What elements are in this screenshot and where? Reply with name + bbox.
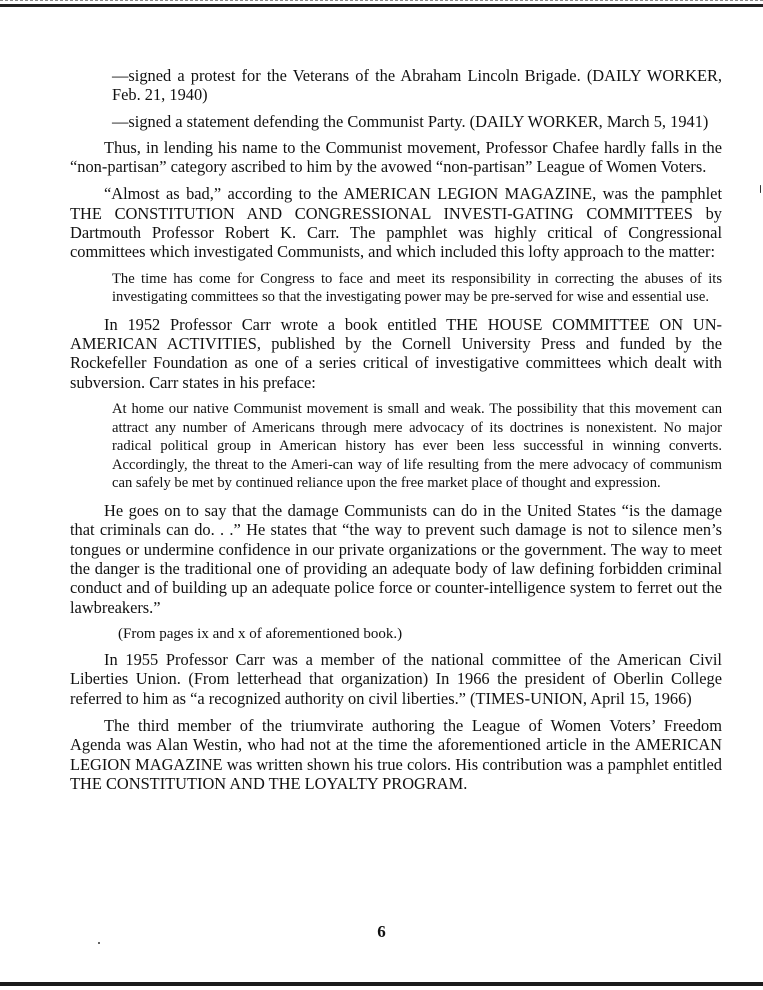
paragraph-carr-book: In 1952 Professor Carr wrote a book entitled THE HOUSE COMMITTEE ON UN-AMERICAN ACTIVITIES, published by the Cornell University Press and funded by the Rockefeller Foundation as one of a series critical of investigative committees which dealt with subversion. Carr states in his preface: xyxy=(70,314,722,392)
list-item-protest: —signed a protest for the Veterans of the Abraham Lincoln Brigade. (DAILY WORKER, Feb. 21, 1940) xyxy=(112,66,722,105)
paragraph-damage: He goes on to say that the damage Communists can do in the United States “is the damage that criminals can do. . .” He states that “the way to prevent such damage is not to silence men’s tongues or undermine confidence in our private organizations or the government. The way to meet the danger is the traditional one of providing an adequate body of law defining forbidden criminal conduct and of building up an adequate police force or counter-intelligence system to ferret out the lawbreakers.” xyxy=(70,501,722,617)
source-note: (From pages ix and x of aforementioned book.) xyxy=(118,625,403,642)
top-rule xyxy=(0,4,763,7)
page-number: 6 xyxy=(377,922,386,941)
block-quote-congress: The time has come for Congress to face and meet its responsibility in correcting the abuses of its investigating committees so that the investigating power may be pre-served for wise and essential use. xyxy=(112,270,722,306)
page-body xyxy=(70,66,722,793)
paragraph-aclu: In 1955 Professor Carr was a member of the national committee of the American Civil Liberties Union. (From letterhead that organization) In 1966 the president of Oberlin College referred to him as “a recognized authority on civil liberties.” (TIMES-UNION, April 15, 1966) xyxy=(70,650,722,708)
top-edge-line xyxy=(0,0,763,2)
scan-speck xyxy=(98,942,100,944)
paragraph-carr-pamphlet: “Almost as bad,” according to the AMERICAN LEGION MAGAZINE, was the pamphlet THE CONSTITUTION AND CONGRESSIONAL INVESTI-GATING COMMITTEES by Dartmouth Professor Robert K. Carr. The pamphlet was highly critical of Congressional committees which investigated Communists, and which included this lofty approach to the matter: xyxy=(70,184,722,262)
block-quote-preface: At home our native Communist movement is small and weak. The possibility that this movement can attract any number of Americans through mere advocacy of its doctrines is nonexistent. No major radical political group in American history has ever been less successful in winning converts. Accordingly, the threat to the Ameri-can way of life resulting from the mere advocacy of communism can safely be met by continued reliance upon the free market place of thought and expression. xyxy=(112,401,722,492)
scan-mark xyxy=(760,185,761,193)
paragraph-chafee: Thus, in lending his name to the Communist movement, Professor Chafee hardly falls in the “non-partisan” category ascribed to him by the avowed “non-partisan” League of Women Voters. xyxy=(70,137,722,177)
bottom-rule xyxy=(0,982,763,986)
paragraph-westin: The third member of the triumvirate authoring the League of Women Voters’ Freedom Agenda was Alan Westin, who had not at the time the aforementioned article in the AMERICAN LEGION MAGAZINE was written shown his true colors. His contribution was a pamphlet entitled THE CONSTITUTION AND THE LOYALTY PROGRAM. xyxy=(70,715,722,793)
list-item-statement: —signed a statement defending the Communist Party. (DAILY WORKER, March 5, 1941) xyxy=(112,111,709,131)
